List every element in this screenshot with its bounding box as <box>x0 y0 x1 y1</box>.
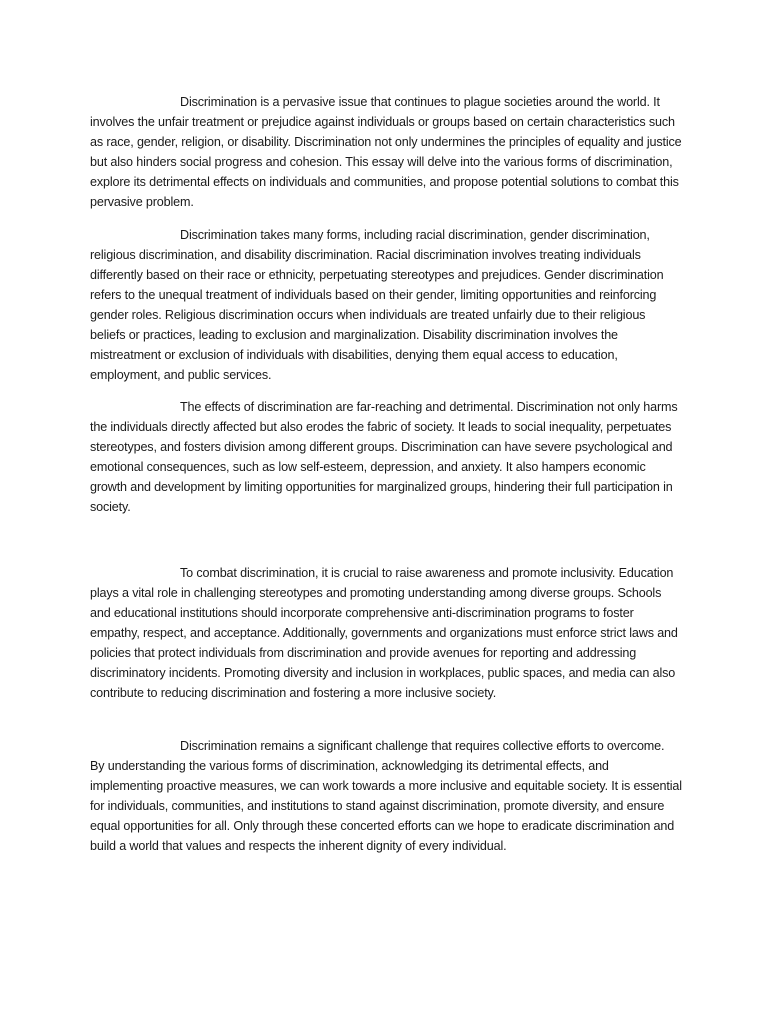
paragraph-forms <box>90 225 682 385</box>
paragraph-text: To combat discrimination, it is crucial to raise awareness and promote inclusivity. Education plays a vital role in challenging stereotypes and promoting understanding among diverse groups. Schools and educational institutions should incorporate comprehensive anti-discrimination programs to foster empathy, respect, and acceptance. Additionally, governments and organizations must enforce strict laws and policies that protect individuals from discrimination and provide avenues for reporting and addressing discriminatory incidents. Promoting diversity and inclusion in workplaces, public spaces, and media can also contribute to reducing discrimination and fostering a more inclusive society. <box>90 566 678 700</box>
paragraph-text: Discrimination takes many forms, including racial discrimination, gender discrimination, religious discrimination, and disability discrimination. Racial discrimination involves treating individuals differently based on their race or ethnicity, perpetuating stereotypes and prejudices. Gender discrimination refers to the unequal treatment of individuals based on their gender, limiting opportunities and reinforcing gender roles. Religious discrimination occurs when individuals are treated unfairly due to their religious beliefs or practices, leading to exclusion and marginalization. Disability discrimination involves the mistreatment or exclusion of individuals with disabilities, denying them equal access to education, employment, and public services. <box>90 228 664 382</box>
paragraph-text: The effects of discrimination are far-reaching and detrimental. Discrimination not only harms the individuals directly affected but also erodes the fabric of society. It leads to social inequality, perpetuates stereotypes, and fosters division among different groups. Discrimination can have severe psychological and emotional consequences, such as low self-esteem, depression, and anxiety. It also hampers economic growth and development by limiting opportunities for marginalized groups, hindering their full participation in society. <box>90 400 678 514</box>
paragraph-text: Discrimination is a pervasive issue that continues to plague societies around the world. It involves the unfair treatment or prejudice against individuals or groups based on certain characteristics such as race, gender, religion, or disability. Discrimination not only undermines the principles of equality and justice but also hinders social progress and cohesion. This essay will delve into the various forms of discrimination, explore its detrimental effects on individuals and communities, and propose potential solutions to combat this pervasive problem. <box>90 95 682 209</box>
paragraph-introduction <box>90 92 682 212</box>
paragraph-text: Discrimination remains a significant challenge that requires collective efforts to overcome. By understanding the various forms of discrimination, acknowledging its detrimental effects, and implementing proactive measures, we can work towards a more inclusive and equitable society. It is essential for individuals, communities, and institutions to stand against discrimination, promote diversity, and ensure equal opportunities for all. Only through these concerted efforts can we hope to eradicate discrimination and build a world that values and respects the inherent dignity of every individual. <box>90 739 682 853</box>
paragraph-effects <box>90 397 682 517</box>
paragraph-conclusion <box>90 736 682 856</box>
paragraph-solutions <box>90 563 682 703</box>
